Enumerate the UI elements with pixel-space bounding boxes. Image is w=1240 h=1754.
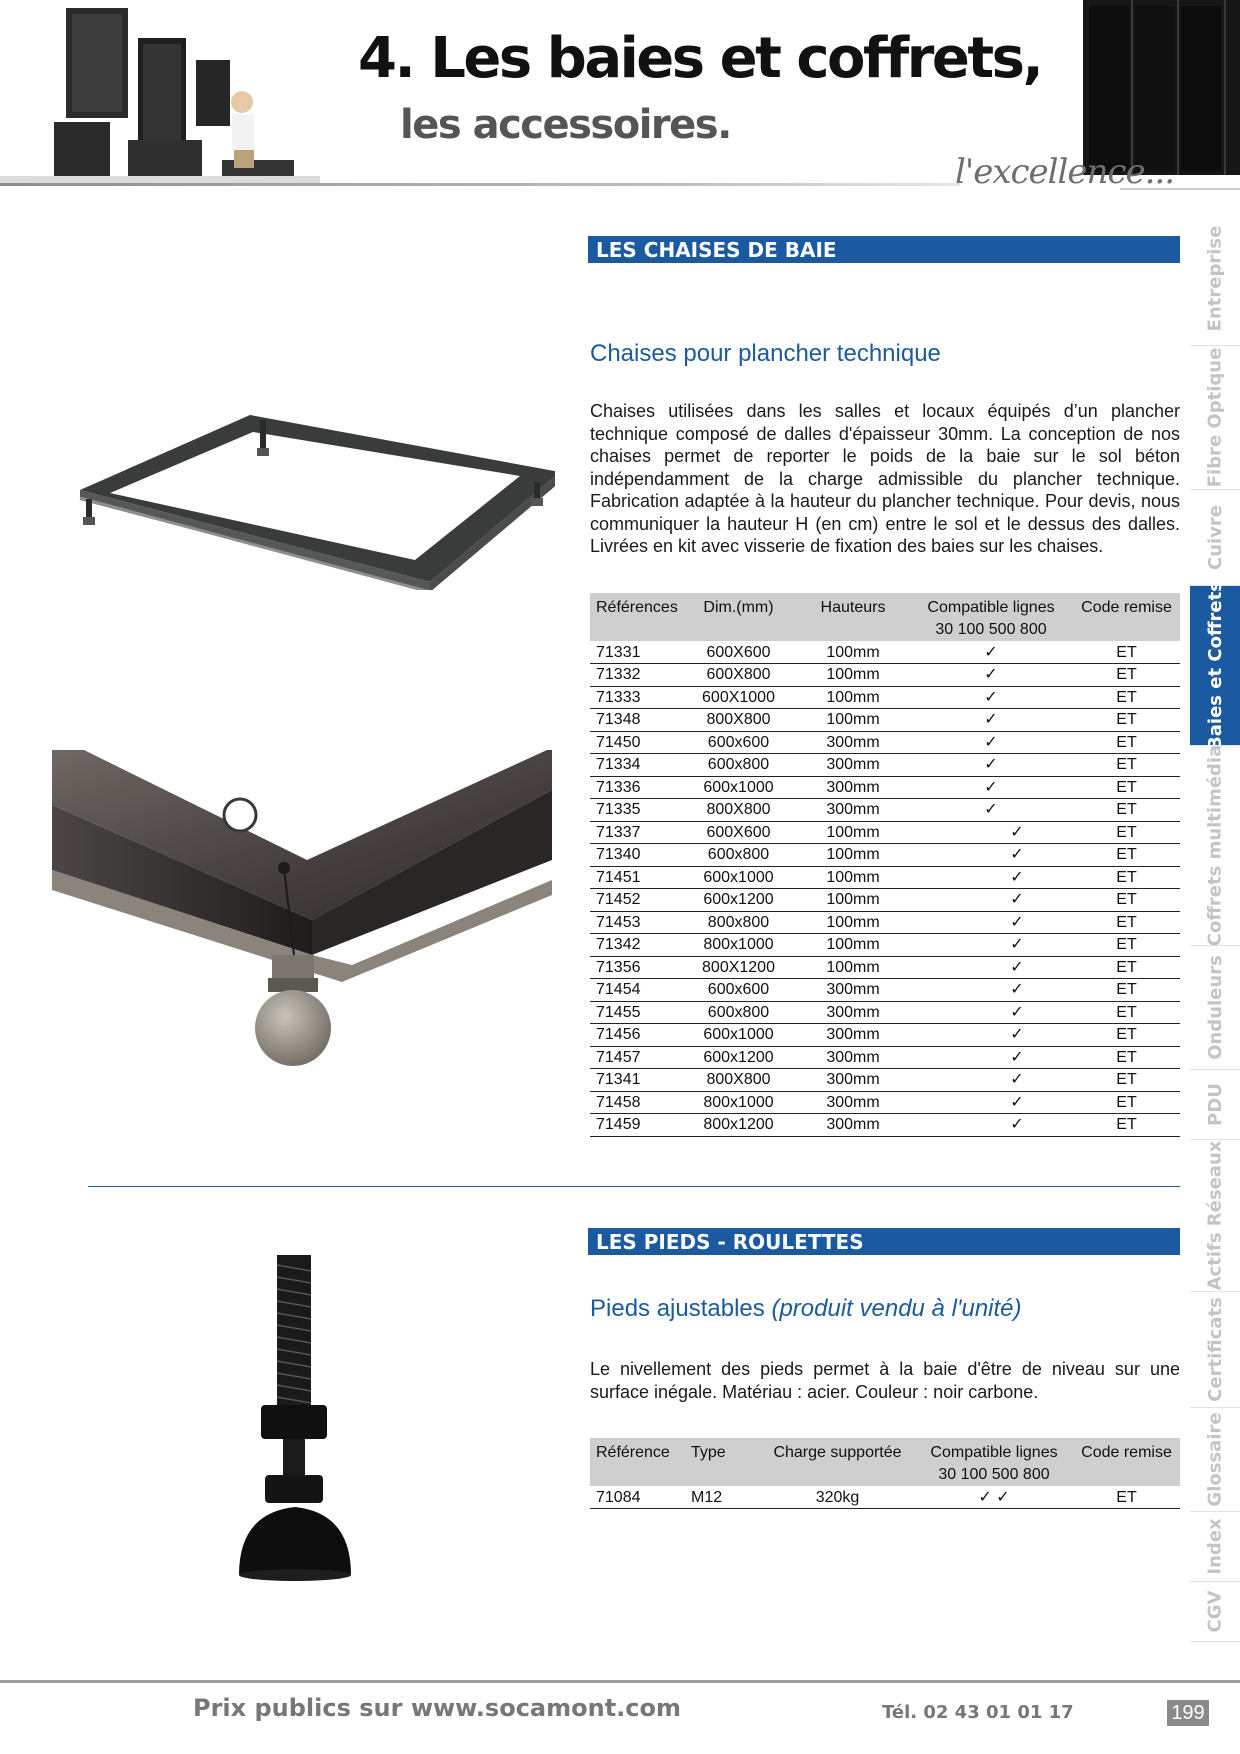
cell-height: 300mm <box>797 1024 909 1047</box>
product-description-chaises: Chaises utilisées dans les salles et locaux équipés d’un plancher technique composé de dalles d'épaisseur 30mm. La conception de nos chaises permet de reporter le poids de la baie sur le sol béton indépendamment de la charge admissible du plancher technique. Fabrication adaptée à la hauteur du plancher technique. Pour devis, nous communiquer la hauteur H (en cm) entre le sol et le dessus des dalles. Livrées en kit avec visserie de fixation des baies sur les chaises. <box>590 401 1180 556</box>
cell-dim: 600x800 <box>680 754 797 777</box>
table-header-row <box>590 593 1180 641</box>
check-mark-icon: ✓ <box>1010 1026 1024 1044</box>
cell-code: ET <box>1073 911 1180 934</box>
table-row <box>590 1001 1180 1024</box>
check-mark-icon: ✓ <box>1010 1116 1024 1134</box>
cell-dim: 800x1000 <box>680 1091 797 1114</box>
check-mark-icon: ✓ <box>1010 936 1024 954</box>
cell-ref: 71451 <box>590 866 680 889</box>
table-row <box>590 1024 1180 1047</box>
table-row <box>590 911 1180 934</box>
tab-glossaire[interactable]: Glossaire <box>1190 1408 1240 1512</box>
cell-code: ET <box>1073 641 1180 664</box>
table-row <box>590 799 1180 822</box>
section-heading-chaises: LES CHAISES DE BAIE <box>588 236 1180 263</box>
cell-compat <box>909 1046 1073 1069</box>
page-number: 199 <box>1167 1700 1209 1726</box>
cell-dim: 800X1200 <box>680 956 797 979</box>
table-row <box>590 709 1180 732</box>
check-mark-icon: ✓ <box>984 711 998 729</box>
tab-cgv[interactable]: CGV <box>1190 1582 1240 1642</box>
check-mark-icon: ✓ <box>1010 1071 1024 1089</box>
cell-ref: 71356 <box>590 956 680 979</box>
cell-compat <box>909 641 1073 664</box>
tab-entreprise[interactable]: Entreprise <box>1190 212 1240 346</box>
table-row <box>590 1114 1180 1137</box>
tagline: l'excellence... <box>955 152 1175 192</box>
cell-compat: ✓ ✓ <box>915 1486 1073 1509</box>
section-divider <box>88 1186 1180 1187</box>
adjustable-foot-image <box>225 1245 365 1585</box>
col-header-type: Type <box>685 1438 760 1486</box>
cell-dim: 600x600 <box>680 979 797 1002</box>
server-racks-photo <box>1065 0 1240 175</box>
cell-ref: 71337 <box>590 821 680 844</box>
cell-dim: 800x1000 <box>680 934 797 957</box>
tab-pdu[interactable]: PDU <box>1190 1070 1240 1140</box>
table-row <box>590 731 1180 754</box>
cell-compat <box>909 686 1073 709</box>
cell-code: ET <box>1073 866 1180 889</box>
check-mark-icon: ✓ <box>1010 868 1024 886</box>
cell-height: 300mm <box>797 754 909 777</box>
cell-ref: 71331 <box>590 641 680 664</box>
cell-compat <box>909 1024 1073 1047</box>
cell-dim: 600x1000 <box>680 1024 797 1047</box>
cell-height: 300mm <box>797 776 909 799</box>
cell-compat <box>909 889 1073 912</box>
cell-dim: 800X800 <box>680 799 797 822</box>
cell-compat <box>909 754 1073 777</box>
tab-actifs-reseaux[interactable]: Actifs Réseaux <box>1190 1140 1240 1292</box>
table-row <box>590 934 1180 957</box>
cell-dim: 800x800 <box>680 911 797 934</box>
table-row <box>590 641 1180 664</box>
cell-ref: 71457 <box>590 1046 680 1069</box>
cell-compat <box>909 866 1073 889</box>
cell-height: 100mm <box>797 821 909 844</box>
table-row <box>590 1486 1180 1509</box>
check-mark-icon: ✓ <box>984 666 998 684</box>
cell-dim: 600x800 <box>680 1001 797 1024</box>
chaises-table-body <box>590 641 1180 1136</box>
cell-height: 100mm <box>797 686 909 709</box>
check-mark-icon: ✓ <box>1010 1003 1024 1021</box>
table-row <box>590 979 1180 1002</box>
cell-height: 100mm <box>797 844 909 867</box>
tab-index[interactable]: Index <box>1190 1512 1240 1582</box>
page-title: 4. Les baies et coffrets, <box>358 26 1042 91</box>
check-mark-icon: ✓ <box>984 801 998 819</box>
cell-dim: 600x1000 <box>680 776 797 799</box>
cell-height: 300mm <box>797 1046 909 1069</box>
cell-ref: 71334 <box>590 754 680 777</box>
cell-compat <box>909 664 1073 687</box>
product-description-pieds: Le nivellement des pieds permet à la baie d'être de niveau sur une surface inégale. Matériau : acier. Couleur : noir carbone. <box>590 1359 1180 1402</box>
cell-code: ET <box>1073 1001 1180 1024</box>
cell-code: ET <box>1073 1114 1180 1137</box>
check-mark-icon: ✓ <box>1010 981 1024 999</box>
cell-code: ET <box>1073 799 1180 822</box>
cell-compat <box>909 709 1073 732</box>
cell-code: ET <box>1073 844 1180 867</box>
check-mark-icon: ✓ <box>1010 913 1024 931</box>
pieds-reference-table <box>590 1438 1180 1509</box>
cell-code: ET <box>1073 754 1180 777</box>
cell-height: 300mm <box>797 1001 909 1024</box>
cell-dim: 600x1000 <box>680 866 797 889</box>
check-mark-icon: ✓ <box>1010 891 1024 909</box>
rack-chair-corner-closeup-image <box>52 750 552 1110</box>
col-header-code-remise: Code remise <box>1073 593 1180 641</box>
table-row <box>590 1091 1180 1114</box>
footer-telephone: Tél. 02 43 01 01 17 <box>882 1702 1074 1723</box>
section-heading-pieds: LES PIEDS - ROULETTES <box>588 1228 1180 1255</box>
check-mark-icon: ✓ <box>1010 1093 1024 1111</box>
table-header-row <box>590 1438 1180 1486</box>
cell-height: 100mm <box>797 709 909 732</box>
cell-dim: 600X600 <box>680 821 797 844</box>
table-row <box>590 1046 1180 1069</box>
cell-ref: 71459 <box>590 1114 680 1137</box>
cell-compat <box>909 934 1073 957</box>
footer-prices-link[interactable]: Prix publics sur www.socamont.com <box>193 1694 682 1722</box>
cell-load: 320kg <box>760 1486 915 1509</box>
cell-height: 100mm <box>797 889 909 912</box>
cell-code: ET <box>1073 956 1180 979</box>
cell-code: ET <box>1073 686 1180 709</box>
table-row <box>590 844 1180 867</box>
tab-onduleurs[interactable]: Onduleurs <box>1190 946 1240 1070</box>
cell-ref: 71340 <box>590 844 680 867</box>
table-row <box>590 956 1180 979</box>
cell-compat <box>909 844 1073 867</box>
cell-height: 100mm <box>797 934 909 957</box>
cell-compat <box>909 776 1073 799</box>
table-row <box>590 821 1180 844</box>
check-mark-icon: ✓ <box>1010 958 1024 976</box>
cell-compat <box>909 979 1073 1002</box>
table-row <box>590 754 1180 777</box>
chaises-reference-table <box>590 593 1180 1137</box>
cell-compat <box>909 956 1073 979</box>
tab-coffrets-multimedia[interactable]: Coffrets multimédia <box>1190 746 1240 946</box>
cell-code: ET <box>1073 1069 1180 1092</box>
cell-compat <box>909 911 1073 934</box>
check-mark-icon: ✓ <box>1010 1048 1024 1066</box>
cell-dim: 600x800 <box>680 844 797 867</box>
cell-code: ET <box>1073 821 1180 844</box>
cell-height: 100mm <box>797 664 909 687</box>
tab-cuivre[interactable]: Cuivre <box>1190 490 1240 586</box>
cell-compat <box>909 1069 1073 1092</box>
cell-dim: 600X800 <box>680 664 797 687</box>
cell-ref: 71335 <box>590 799 680 822</box>
cell-height: 100mm <box>797 911 909 934</box>
cell-dim: 800x1200 <box>680 1114 797 1137</box>
page-subtitle: les accessoires. <box>400 102 731 148</box>
col-header-charge: Charge supportée <box>760 1438 915 1486</box>
cell-dim: 800X800 <box>680 709 797 732</box>
cell-compat <box>909 821 1073 844</box>
racks-photo <box>0 0 320 186</box>
cell-height: 100mm <box>797 641 909 664</box>
cell-code: ET <box>1073 776 1180 799</box>
cell-code: ET <box>1073 1046 1180 1069</box>
product-title-note: (produit vendu à l'unité) <box>771 1295 1022 1322</box>
cell-code: ET <box>1073 709 1180 732</box>
check-mark-icon: ✓ <box>984 688 998 706</box>
table-row <box>590 889 1180 912</box>
col-header-compatible: Compatible lignes 30 100 500 800 <box>909 593 1073 641</box>
cell-dim: 600X1000 <box>680 686 797 709</box>
cell-ref: 71454 <box>590 979 680 1002</box>
table-row <box>590 664 1180 687</box>
cell-dim: 800X800 <box>680 1069 797 1092</box>
cell-compat <box>909 1001 1073 1024</box>
tab-fibre-optique[interactable]: Fibre Optique <box>1190 346 1240 490</box>
check-mark-icon: ✓ <box>984 756 998 774</box>
check-mark-icon: ✓ <box>1010 823 1024 841</box>
cell-ref: 71332 <box>590 664 680 687</box>
cell-code: ET <box>1073 664 1180 687</box>
cell-height: 300mm <box>797 1091 909 1114</box>
table-row <box>590 1069 1180 1092</box>
page-header <box>0 0 1240 200</box>
cell-compat <box>909 731 1073 754</box>
table-row <box>590 866 1180 889</box>
cell-code: ET <box>1073 934 1180 957</box>
header-rule <box>0 183 960 186</box>
cell-ref: 71342 <box>590 934 680 957</box>
cell-ref: 71458 <box>590 1091 680 1114</box>
table-row <box>590 776 1180 799</box>
cell-height: 100mm <box>797 866 909 889</box>
cell-code: ET <box>1073 1024 1180 1047</box>
col-header-reference: Référence <box>590 1438 685 1486</box>
cell-dim: 600X600 <box>680 641 797 664</box>
cell-code: ET <box>1073 1091 1180 1114</box>
col-header-code-remise: Code remise <box>1073 1438 1180 1486</box>
cell-code: ET <box>1073 889 1180 912</box>
rack-chair-frame-image <box>75 410 555 590</box>
cell-code: ET <box>1073 731 1180 754</box>
cell-ref: 71336 <box>590 776 680 799</box>
cell-dim: 600x1200 <box>680 889 797 912</box>
cell-height: 300mm <box>797 799 909 822</box>
cell-dim: 600x600 <box>680 731 797 754</box>
cell-ref: 71452 <box>590 889 680 912</box>
cell-ref: 71341 <box>590 1069 680 1092</box>
check-mark-icon: ✓ <box>984 643 998 661</box>
cell-height: 300mm <box>797 1069 909 1092</box>
tab-certificats[interactable]: Certificats <box>1190 1292 1240 1408</box>
cell-height: 300mm <box>797 731 909 754</box>
cell-ref: 71455 <box>590 1001 680 1024</box>
col-header-hauteurs: Hauteurs <box>797 593 909 641</box>
product-title-chaises: Chaises pour plancher technique <box>590 340 941 367</box>
cell-compat <box>909 1091 1073 1114</box>
cell-ref: 71348 <box>590 709 680 732</box>
footer-rule <box>0 1680 1240 1683</box>
col-header-compatible: Compatible lignes 30 100 500 800 <box>915 1438 1073 1486</box>
cell-dim: 600x1200 <box>680 1046 797 1069</box>
cell-code: ET <box>1073 979 1180 1002</box>
cell-ref: 71453 <box>590 911 680 934</box>
check-mark-icon: ✓ <box>984 733 998 751</box>
cell-compat <box>909 1114 1073 1137</box>
cell-height: 100mm <box>797 956 909 979</box>
col-header-dim: Dim.(mm) <box>680 593 797 641</box>
check-mark-icon: ✓ <box>1010 846 1024 864</box>
check-mark-icon: ✓ <box>984 778 998 796</box>
cell-ref: 71084 <box>590 1486 685 1509</box>
cell-ref: 71450 <box>590 731 680 754</box>
cell-height: 300mm <box>797 1114 909 1137</box>
col-header-references: Références <box>590 593 680 641</box>
cell-ref: 71333 <box>590 686 680 709</box>
cell-ref: 71456 <box>590 1024 680 1047</box>
table-row <box>590 686 1180 709</box>
cell-height: 300mm <box>797 979 909 1002</box>
tab-baies-et-coffrets[interactable]: Baies et Coffrets <box>1190 586 1240 746</box>
product-title-pieds: Pieds ajustables (produit vendu à l'unité) <box>590 1295 1022 1322</box>
cell-code: ET <box>1073 1486 1180 1509</box>
cell-type: M12 <box>685 1486 760 1509</box>
cell-compat <box>909 799 1073 822</box>
